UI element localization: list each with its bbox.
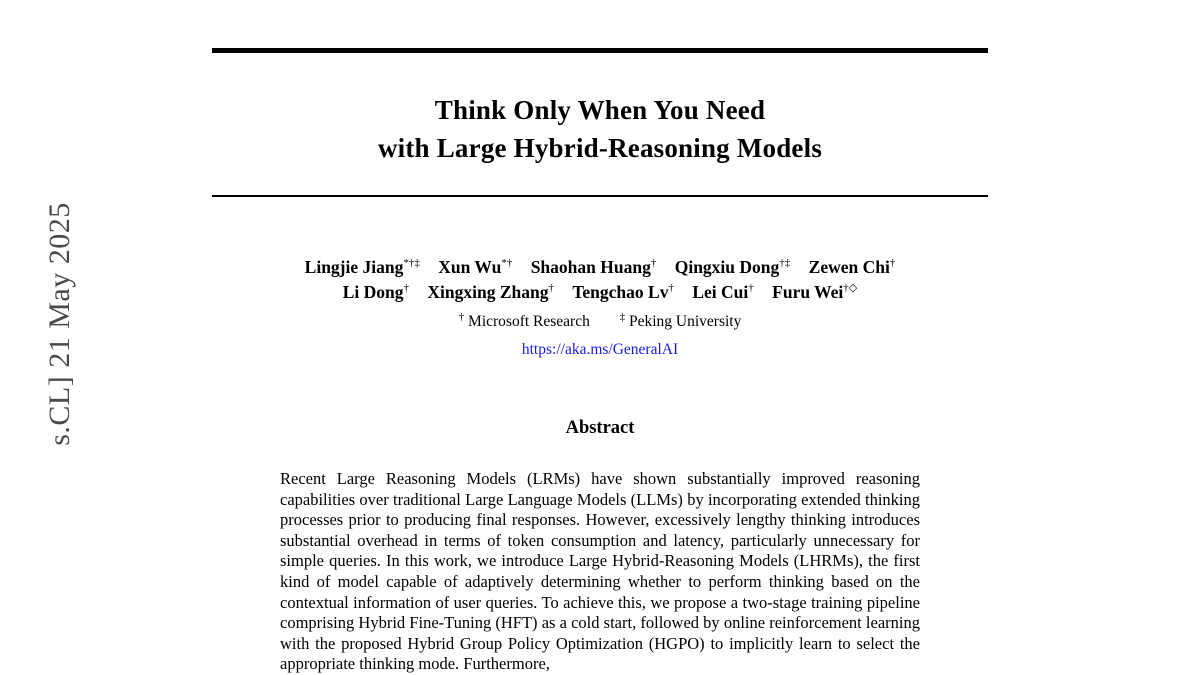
top-rule-thick bbox=[212, 48, 988, 53]
author-marks: *†‡ bbox=[403, 257, 420, 270]
project-url-link[interactable]: https://aka.ms/GeneralAI bbox=[521, 341, 679, 358]
author-marks: *† bbox=[501, 257, 513, 270]
affiliation-name: Peking University bbox=[628, 313, 742, 330]
abstract-paragraph: Recent Large Reasoning Models (LRMs) have shown substantially improved reasoning capabilities over traditional Large Language Models (LLMs) by incorporating extended thinking processes prior to producing final responses. However, excessively lengthy thinking introduces substantial overhead in terms of token consumption and latency, particularly unnecessary for simple queries. In this work, we introduce Large Hybrid-Reasoning Models (LHRMs), the first kind of model capable of adaptively determining whether to perform thinking based on the contextual information of user queries. To achieve this, we propose a two-stage training pipeline comprising Hybrid Fine-Tuning (HFT) as a cold start, followed by online reinforcement learning with the proposed Hybrid Group Policy Optimization (HGPO) to implicitly learn to select the appropriate thinking mode. Furthermore, bbox=[280, 469, 920, 674]
abstract-heading: Abstract bbox=[565, 418, 635, 438]
author-name: Xingxing Zhang† bbox=[427, 282, 554, 302]
author-name: Tengchao Lv† bbox=[572, 282, 674, 302]
arxiv-stamp bbox=[0, 0, 120, 648]
project-url[interactable] bbox=[212, 337, 988, 362]
paper-column bbox=[212, 0, 988, 674]
author-block bbox=[212, 255, 988, 362]
author-row-1 bbox=[212, 255, 988, 280]
author-marks: † bbox=[889, 257, 896, 270]
author-marks: † bbox=[650, 257, 657, 270]
author-marks: †◇ bbox=[843, 282, 858, 295]
affiliation-name: Microsoft Research bbox=[468, 313, 590, 330]
arxiv-stamp-text: s.CL] 21 May 2025 bbox=[43, 202, 76, 446]
title-line-1: Think Only When You Need bbox=[434, 95, 766, 125]
author-marks: † bbox=[548, 282, 554, 295]
title-line-2: with Large Hybrid-Reasoning Models bbox=[377, 133, 823, 163]
author-marks: †‡ bbox=[779, 257, 791, 270]
affiliation-mark: ‡ bbox=[619, 310, 626, 323]
affiliation-line bbox=[212, 309, 988, 334]
page-title bbox=[212, 91, 988, 167]
author-name: Lei Cui† bbox=[692, 282, 754, 302]
author-row-2 bbox=[212, 280, 988, 305]
author-name: Furu Wei†◇ bbox=[772, 282, 858, 302]
author-name: Qingxiu Dong†‡ bbox=[674, 257, 791, 277]
title-rule-thin bbox=[212, 195, 988, 197]
author-marks: † bbox=[748, 282, 754, 295]
author-name: Li Dong† bbox=[342, 282, 409, 302]
author-marks: † bbox=[668, 282, 674, 295]
author-name: Lingjie Jiang*†‡ bbox=[304, 257, 420, 277]
author-marks: † bbox=[403, 282, 409, 295]
author-name: Xun Wu*† bbox=[438, 257, 513, 277]
abstract-body bbox=[280, 469, 920, 675]
affiliation-mark: † bbox=[458, 310, 465, 323]
author-name: Zewen Chi† bbox=[808, 257, 896, 277]
author-name: Shaohan Huang† bbox=[530, 257, 657, 277]
